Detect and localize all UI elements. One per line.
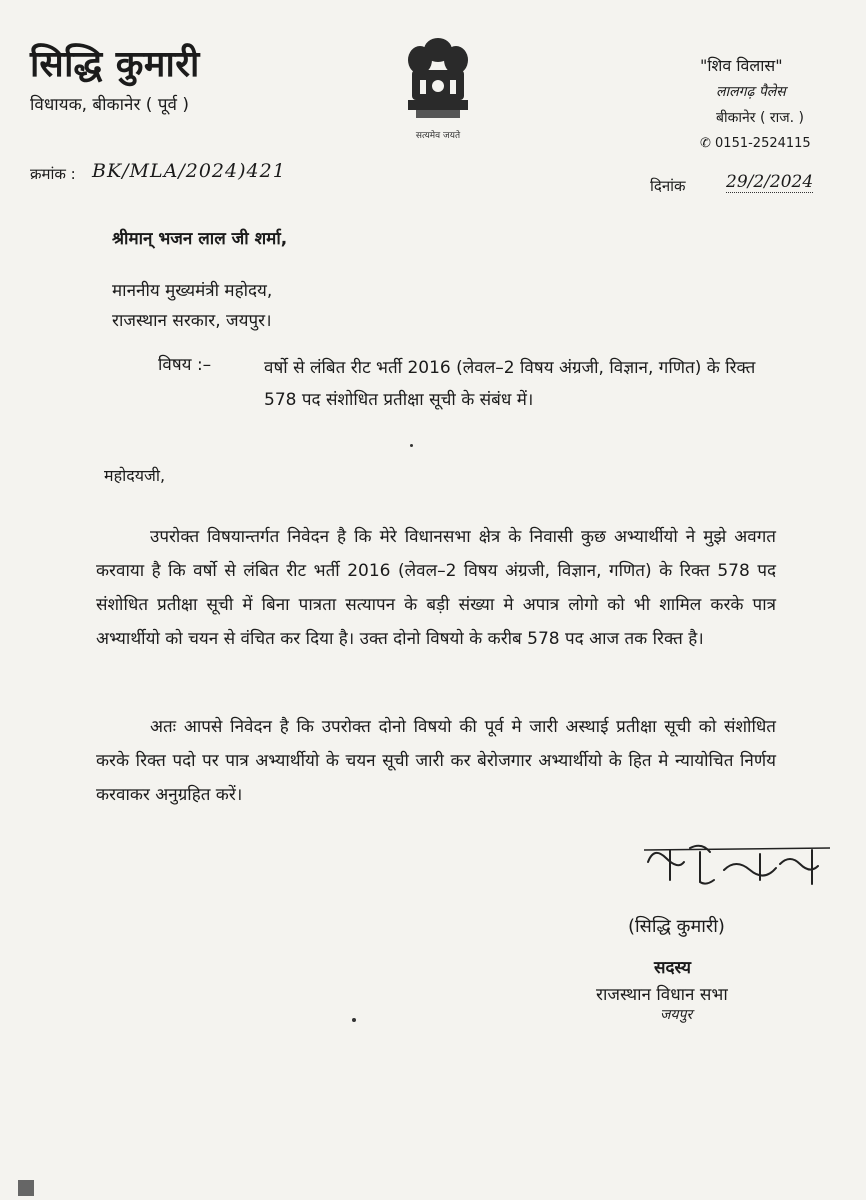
date-label: दिनांक [650,177,686,195]
signatory-designation-1: सदस्य [654,958,691,978]
address-line-2: लालगढ़ पैलेस [716,84,786,100]
stray-mark-bottom [352,1018,356,1022]
signatory-designation-3: जयपुर [660,1007,693,1023]
phone-number: ✆ 0151-2524115 [700,136,811,151]
reference-label: क्रमांक : [30,165,76,183]
salutation: महोदयजी, [104,466,166,485]
recipient-line-3: राजस्थान सरकार, जयपुर। [112,311,272,331]
date-value: 29/2/2024 [726,172,814,192]
letterhead-designation: विधायक, बीकानेर ( पूर्व ) [30,95,189,115]
subject-label: विषय :– [158,355,212,375]
signatory-name: (सिद्धि कुमारी) [628,916,725,937]
recipient-line-1: श्रीमान् भजन लाल जी शर्मा, [112,229,288,249]
corner-mark [18,1180,34,1196]
stray-mark [410,444,413,447]
handwritten-signature [640,840,840,890]
subject-text: वर्षो से लंबित रीट भर्ती 2016 (लेवल–2 विषय अंग्रजी, विज्ञान, गणित) के रिक्त 578 पद संशोधित प्रतीक्षा सूची के संबंध में। [264,358,756,410]
emblem-motto: सत्यमेव जयते [415,131,461,141]
reference-number: BK/MLA/2024)421 [92,160,286,182]
address-line-3: बीकानेर ( राज. ) [716,110,804,126]
body-paragraph-1: उपरोक्त विषयान्तर्गत निवेदन है कि मेरे विधानसभा क्षेत्र के निवासी कुछ अभ्यार्थीयो ने मुझे अवगत करवाया है कि वर्षो से लंबित रीट भर्ती 2016 (लेवल–2 विषय अंग्रजी, विज्ञान, गणित) के रिक्त 578 पद संशोधित प्रतीक्षा सूची में बिना पात्रता सत्यापन के बड़ी संख्या मे अपात्र लोगो को भी शामिल करके पात्र अभ्यार्थीयो को चयन से वंचित कर दिया है। उक्त दोनो विषयो के करीब 578 पद आज तक रिक्त है। [96,527,776,649]
body-paragraph-2: अतः आपसे निवेदन है कि उपरोक्त दोनो विषयो की पूर्व मे जारी अस्थाई प्रतीक्षा सूची को संशोधित करके रिक्त पदो पर पात्र अभ्यार्थीयो के चयन सूची जारी कर बेरोजगार अभ्यार्थीयो के हित मे न्यायोचित निर्णय करवाकर अनुग्रहित करें। [96,717,776,805]
letterhead-name: सिद्धि कुमारी [30,44,200,85]
recipient-line-2: माननीय मुख्यमंत्री महोदय, [112,281,273,301]
address-line-1: "शिव विलास" [700,56,783,75]
signatory-designation-2: राजस्थान विधान सभा [596,985,728,1005]
